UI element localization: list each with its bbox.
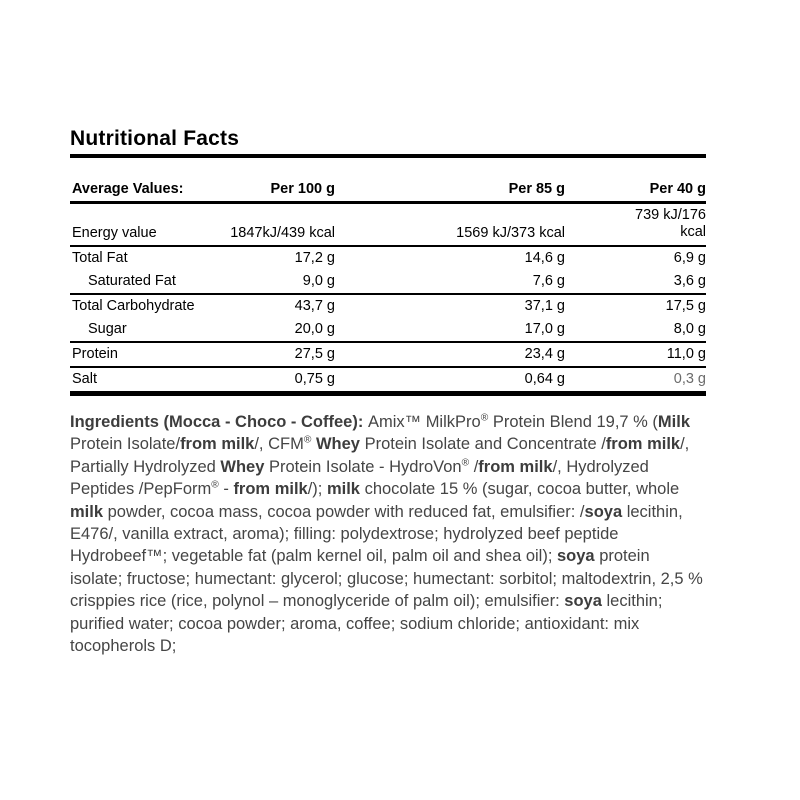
value-cell: 0,3 g xyxy=(673,371,706,387)
value-cell: 1847kJ/439 kcal xyxy=(230,225,335,241)
table-row-salt xyxy=(70,368,706,391)
row-label: Total Carbohydrate xyxy=(72,298,195,314)
value-wrapped: 739 kJ/176 kcal xyxy=(635,207,706,240)
value-cell: 11,0 g xyxy=(666,346,706,362)
value-cell: 9,0 g xyxy=(302,273,335,289)
value-cell: 17,0 g xyxy=(524,321,565,337)
table-row-sugar xyxy=(70,318,706,343)
header-average-values: Average Values: xyxy=(72,181,184,197)
row-label: Sugar xyxy=(88,321,127,337)
table-row-energy xyxy=(70,204,706,247)
value-cell: 17,2 g xyxy=(294,250,335,266)
table-row-protein xyxy=(70,343,706,368)
table-row-total-fat xyxy=(70,247,706,270)
value-cell: 43,7 g xyxy=(294,298,335,314)
value-cell: 23,4 g xyxy=(524,346,565,362)
ingredients-paragraph: Ingredients (Mocca - Choco - Coffee): Amix™ MilkPro® Protein Blend 19,7 % (Milk Protein Isolate/from milk/, CFM® Whey Protein Isolate and Concentrate /from milk/, Partially Hydrolyzed Whey Protein Isolate - HydroVon® /from milk/, Hydrolyzed Peptides /PepForm® - from milk/); milk chocolate 15 % (sugar, cocoa butter, whole milk powder, cocoa mass, cocoa powder with reduced fat, emulsifier: /soya lecithin, E476/, vanilla extract, aroma); filling: polydextrose; hydrolyzed beef peptide Hydrobeef™; vegetable fat (palm kernel oil, palm oil and shea oil); soya protein isolate; fructose; humectant: glycerol; glucose; humectant: sorbitol; maltodextrin, 2,5 % crisppies rice (rice, polynol – monoglyceride of palm oil); emulsifier: soya lecithin; purified water; cocoa powder; aroma, coffee; sodium chloride; antioxidant: mix tocopherols D; xyxy=(70,412,703,656)
row-label: Saturated Fat xyxy=(88,273,176,289)
value-cell: 0,75 g xyxy=(294,371,335,387)
header-per-40g: Per 40 g xyxy=(649,181,706,197)
table-header-row xyxy=(70,179,706,204)
value-cell: 7,6 g xyxy=(532,273,565,289)
header-per-100g: Per 100 g xyxy=(270,181,335,197)
value-cell: 20,0 g xyxy=(294,321,335,337)
header-per-85g: Per 85 g xyxy=(508,181,565,197)
label-title: Nutritional Facts xyxy=(70,126,706,158)
nutrition-label xyxy=(70,126,706,657)
row-label: Salt xyxy=(72,371,97,387)
row-label: Protein xyxy=(72,346,118,362)
table-row-saturated-fat xyxy=(70,270,706,295)
value-cell: 14,6 g xyxy=(524,250,565,266)
value-cell: 17,5 g xyxy=(665,298,706,314)
value-cell: 1569 kJ/373 kcal xyxy=(456,225,565,241)
value-cell: 27,5 g xyxy=(294,346,335,362)
value-cell: 3,6 g xyxy=(673,273,706,289)
value-cell: 37,1 g xyxy=(524,298,565,314)
row-label: Energy value xyxy=(72,225,157,241)
table-row-total-carbohydrate xyxy=(70,295,706,318)
value-cell: 8,0 g xyxy=(673,321,706,337)
value-cell: 0,64 g xyxy=(524,371,565,387)
value-cell xyxy=(565,204,706,245)
row-label: Total Fat xyxy=(72,250,128,266)
value-cell: 6,9 g xyxy=(673,250,706,266)
nutrition-table xyxy=(70,179,706,396)
